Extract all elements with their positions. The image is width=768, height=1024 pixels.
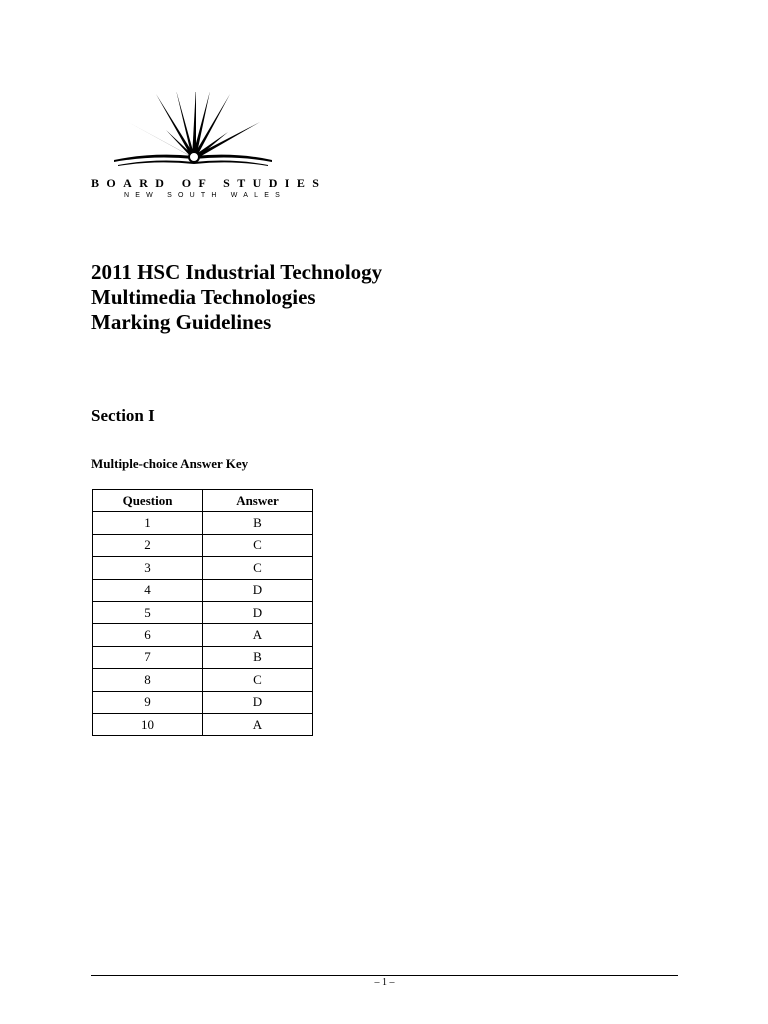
answer-key-table	[92, 489, 313, 736]
table-header-row	[93, 490, 313, 512]
table-row	[93, 579, 313, 601]
question-number: 7	[93, 646, 203, 668]
footer-divider	[91, 975, 678, 976]
question-number: 3	[93, 557, 203, 579]
table-row	[93, 624, 313, 646]
column-header-answer: Answer	[203, 490, 313, 512]
document-title	[91, 260, 382, 335]
sunburst-book-icon	[112, 92, 302, 172]
table-row	[93, 713, 313, 735]
question-number: 10	[93, 713, 203, 735]
question-number: 9	[93, 691, 203, 713]
title-line-1: 2011 HSC Industrial Technology	[91, 260, 383, 284]
org-name: BOARD OF STUDIES	[91, 176, 327, 190]
question-number: 4	[93, 579, 203, 601]
answer-letter: B	[203, 512, 313, 534]
answer-letter: C	[203, 669, 313, 691]
org-subname: NEW SOUTH WALES	[124, 192, 286, 199]
answer-letter: D	[203, 579, 313, 601]
answer-letter: C	[203, 534, 313, 556]
answer-letter: D	[203, 691, 313, 713]
question-number: 5	[93, 601, 203, 623]
answer-letter: B	[203, 646, 313, 668]
table-row	[93, 512, 313, 534]
question-number: 2	[93, 534, 203, 556]
table-row	[93, 534, 313, 556]
table-row	[93, 646, 313, 668]
question-number: 6	[93, 624, 203, 646]
table-row	[93, 669, 313, 691]
answer-letter: D	[203, 601, 313, 623]
title-line-3: Marking Guidelines	[91, 310, 272, 334]
question-number: 8	[93, 669, 203, 691]
title-line-2: Multimedia Technologies	[91, 285, 316, 309]
answer-letter: C	[203, 557, 313, 579]
answer-key-heading: Multiple-choice Answer Key	[91, 456, 249, 471]
answer-letter: A	[203, 624, 313, 646]
table-row	[93, 601, 313, 623]
table-row	[93, 691, 313, 713]
answer-letter: A	[203, 713, 313, 735]
column-header-question: Question	[93, 490, 203, 512]
table-row	[93, 557, 313, 579]
section-heading: Section I	[91, 406, 155, 425]
page-number: – 1 –	[374, 977, 395, 988]
question-number: 1	[93, 512, 203, 534]
